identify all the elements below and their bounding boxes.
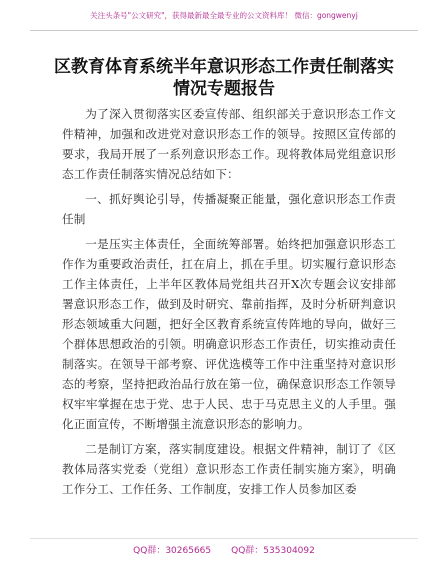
document-body	[62, 104, 396, 504]
section-heading-1: 一、抓好舆论引导，传播凝聚正能量，强化意识形态工作责任制	[62, 192, 396, 226]
footer-qq-group-1: QQ群：30265665	[133, 546, 212, 556]
paragraph-item-1: 一是压实主体责任，全面统筹部署。始终把加强意识形态工作作为重要政治责任，扛在肩上，抓在手里。切实履行意识形态工作主体责任，上半年区教体局党组共召开Ⅹ次专题会议安排部署意识形态工作，做到及时研究、靠前指挥，及时分析研判意识形态领域重大问题，把好全区教育系统宣传阵地的导向，做好三个群体思想政治的引领。明确意识形态工作责任，切实推动责任制落实。在领导干部考察、评优选模等工作中注重坚持对意识形态的考察，坚持把政治品行放在第一位，确保意识形态工作领导权牢牢掌握在忠于党、忠于人民、忠于马克思主义的人手里。强化正面宣传，不断增强主流意识形态的影响力。	[62, 237, 396, 431]
paragraph-intro: 为了深入贯彻落实区委宣传部、组织部关于意识形态工作文件精神，加强和改进党对意识形态工作的领导。按照区宣传部的要求，我局开展了一系列意识形态工作。现将教体局党组意识形态工作责任制落实情况总结如下：	[62, 107, 396, 181]
header-divider	[30, 30, 418, 31]
footer-qq-group-2: QQ群：535304092	[231, 546, 315, 556]
paragraph-item-2: 二是制订方案，落实制度建设。根据文件精神，制订了《区教体局落实党委（党组）意识形态工作责任制实施方案》，明确工作分工、工作任务、工作制度，安排工作人员参加区委	[62, 442, 396, 496]
header-banner: 关注头条号"公文研究"，获得最新最全最专业的公文资料库！ 微信：gongwenyj	[90, 11, 358, 20]
title-line-1: 区教育体育系统半年意识形态工作责任制落实	[54, 57, 394, 77]
footer	[0, 543, 448, 556]
title-line-2: 情况专题报告	[173, 79, 275, 99]
document-title	[0, 56, 448, 100]
footer-divider	[30, 538, 418, 539]
